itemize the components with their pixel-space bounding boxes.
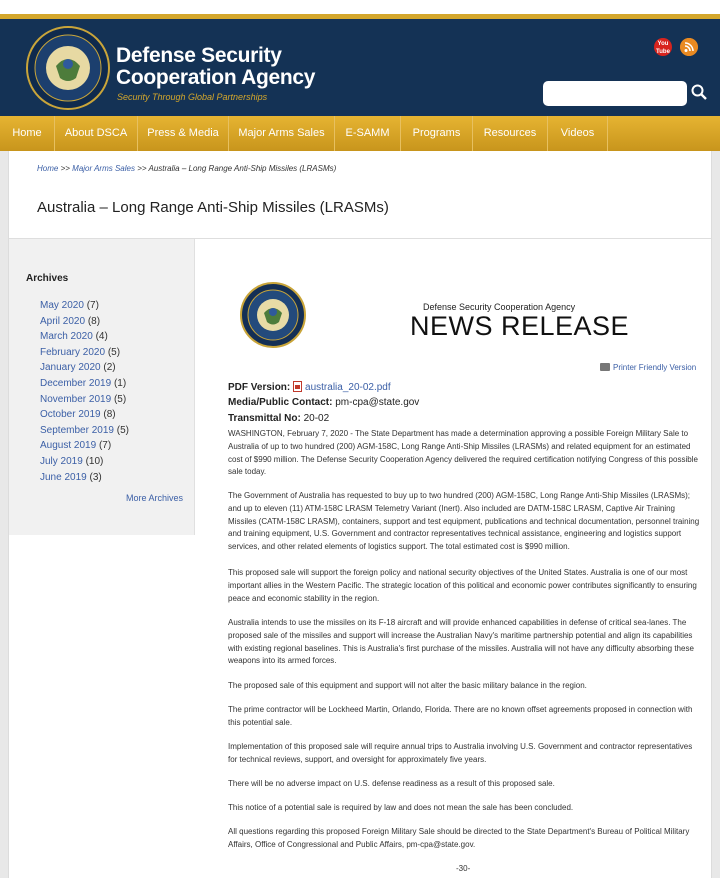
release-paragraph: Implementation of this proposed sale will require annual trips to Australia involving U.S. Government and contractor representatives for technical reviews, support, and oversight for approximately five years.	[228, 742, 693, 764]
printer-friendly-link[interactable]	[600, 363, 696, 372]
archive-link[interactable]: May 2020	[40, 300, 84, 311]
page-gutter-left	[0, 151, 8, 878]
release-paragraph: Australia intends to use the missiles on its F-18 aircraft and will provide enhanced capabilities in defense of critical sea-lanes. The proposed sale of the missiles and support will increase the Australian Navy's maritime partnership potential and align its capabilities with existing regional baselines. This is Australia's first purchase of the missiles. Australia will not have any difficulty absorbing these weapons into its armed forces.	[228, 618, 694, 666]
archive-item	[40, 314, 129, 330]
release-agency: Defense Security Cooperation Agency	[423, 302, 576, 312]
pdf-version-line	[228, 381, 391, 393]
archive-item	[40, 438, 129, 454]
contact-line	[228, 397, 419, 408]
nav-major-arms-sales[interactable]: Major Arms Sales	[229, 116, 335, 151]
archive-count: (8)	[103, 409, 116, 421]
breadcrumb-home-link[interactable]: Home	[37, 164, 59, 173]
breadcrumb-separator: >>	[137, 164, 147, 173]
rss-icon[interactable]	[680, 38, 698, 56]
nav-e-samm[interactable]: E-SAMM	[335, 116, 401, 151]
agency-tagline: Security Through Global Partnerships	[117, 92, 268, 102]
release-paragraph: This notice of a potential sale is required by law and does not mean the sale has been concluded.	[228, 803, 574, 812]
archive-item	[40, 345, 129, 361]
breadcrumb-current: Australia – Long Range Anti-Ship Missiles (LRASMs)	[148, 164, 337, 173]
nav-about-dsca[interactable]: About DSCA	[55, 116, 138, 151]
nav-programs[interactable]: Programs	[401, 116, 473, 151]
nav-home[interactable]: Home	[0, 116, 55, 151]
pdf-icon	[293, 381, 302, 392]
youtube-icon[interactable]: You Tube	[654, 38, 672, 56]
search-input[interactable]	[543, 81, 687, 106]
archive-item	[40, 392, 129, 408]
archive-item	[40, 470, 129, 486]
release-paragraph: The prime contractor will be Lockheed Martin, Orlando, Florida. There are no known offset agreements proposed in connection with this potential sale.	[228, 705, 693, 727]
archive-link[interactable]: July 2019	[40, 455, 83, 467]
archive-link[interactable]: June 2019	[40, 471, 87, 483]
archive-link[interactable]: February 2020	[40, 346, 106, 358]
archive-item	[40, 423, 129, 439]
release-paragraph: This proposed sale will support the foreign policy and national security objectives of the United States. Australia is one of our most important allies in the Western Pacific. The strategic location of this political and economic power contributes significantly to ensuring peace and economic stability in the region.	[228, 568, 697, 603]
archive-count: (3)	[89, 471, 102, 483]
archive-count: (7)	[86, 300, 99, 311]
archive-item	[40, 376, 129, 392]
main-nav	[0, 116, 720, 151]
archive-count: (1)	[113, 377, 127, 389]
archive-link[interactable]: September 2019	[40, 424, 114, 436]
site-header	[0, 14, 720, 116]
transmittal-label: Transmittal No:	[228, 413, 301, 424]
nav-resources[interactable]: Resources	[473, 116, 548, 151]
page-number: -30-	[456, 864, 471, 873]
archive-count: (2)	[103, 362, 116, 374]
dod-seal-logo[interactable]	[26, 26, 110, 110]
release-paragraph: WASHINGTON, February 7, 2020 - The State Department has made a determination approving a possible Foreign Military Sale to Australia of up to two hundred (200) AGM-158C, Long Range Anti-Ship Missiles (LRASMs) and related equipment for an estimated cost of $990 million. The Defense Security Cooperation Agency delivered the required certification notifying Congress of this possible sale today.	[228, 429, 698, 477]
contact-value: pm-cpa@state.gov	[335, 397, 420, 408]
pdf-download-link[interactable]: australia_20-02.pdf	[305, 382, 391, 393]
pdf-version-label: PDF Version:	[228, 382, 291, 393]
archive-link[interactable]: August 2019	[40, 440, 97, 452]
archive-link[interactable]: November 2019	[40, 393, 112, 405]
news-release-heading: NEWS RELEASE	[410, 311, 630, 341]
agency-name-line1: Defense Security	[116, 44, 282, 67]
archive-link[interactable]: March 2020	[40, 331, 93, 343]
contact-label: Media/Public Contact:	[228, 397, 333, 408]
agency-name	[116, 45, 315, 89]
breadcrumb-separator: >>	[60, 164, 70, 173]
archives-title: Archives	[26, 273, 69, 284]
archive-item	[40, 454, 129, 470]
archive-item	[40, 407, 129, 423]
archive-count: (5)	[116, 424, 129, 436]
page-gutter-right	[712, 151, 720, 878]
more-archives-link[interactable]: More Archives	[126, 493, 184, 503]
archive-count: (7)	[98, 440, 112, 452]
release-paragraph: All questions regarding this proposed Foreign Military Sale should be directed to the State Department's Bureau of Political Military Affairs, Office of Congressional and Public Affairs, pm-cpa@state.gov.	[228, 827, 690, 849]
release-paragraph: The proposed sale of this equipment and support will not alter the basic military balance in the region.	[228, 681, 587, 690]
search-icon[interactable]	[690, 83, 708, 101]
archive-link[interactable]: January 2020	[40, 362, 101, 374]
transmittal-value: 20-02	[303, 413, 330, 424]
archive-count: (10)	[85, 455, 104, 467]
nav-press-media[interactable]: Press & Media	[138, 116, 229, 151]
archive-count: (5)	[107, 346, 121, 358]
archive-item	[40, 360, 129, 376]
page-title: Australia – Long Range Anti-Ship Missiles (LRASMs)	[37, 199, 389, 216]
archive-count: (5)	[113, 393, 127, 405]
agency-name-line2: Cooperation Agency	[116, 66, 316, 89]
archive-link[interactable]: April 2020	[40, 315, 86, 327]
transmittal-line	[228, 413, 329, 424]
dod-seal-image	[240, 282, 306, 348]
archive-link[interactable]: October 2019	[40, 409, 101, 421]
printer-icon	[600, 363, 610, 371]
archive-count: (4)	[95, 331, 108, 343]
archive-item	[40, 329, 129, 345]
breadcrumb-section-link[interactable]: Major Arms Sales	[72, 164, 135, 173]
breadcrumb	[37, 164, 336, 173]
printer-friendly-label: Printer Friendly Version	[613, 363, 697, 372]
archive-item	[40, 298, 129, 314]
nav-videos[interactable]: Videos	[548, 116, 608, 151]
archive-link[interactable]: December 2019	[40, 377, 112, 389]
release-paragraph: There will be no adverse impact on U.S. defense readiness as a result of this proposed sale.	[228, 779, 555, 788]
archives-list	[40, 298, 129, 485]
archive-count: (8)	[87, 315, 101, 327]
release-paragraph: The Government of Australia has requested to buy up to two hundred (200) AGM-158C, Long Range Anti-Ship Missiles (LRASMs); and up to eleven (11) ATM-158C LRASM Telemetry Variant (Inert). Also included are DATM-158C LRASM, Captive Air Training Missiles (CATM-158C LRASM), containers, support and test equipment, publications and technical documentation, personnel training and training equipment, U.S. Government and contractor representatives technical assistance, engineering and logistics support services, and other related elements of logistics support. The total estimated cost is $990 million.	[228, 491, 700, 552]
